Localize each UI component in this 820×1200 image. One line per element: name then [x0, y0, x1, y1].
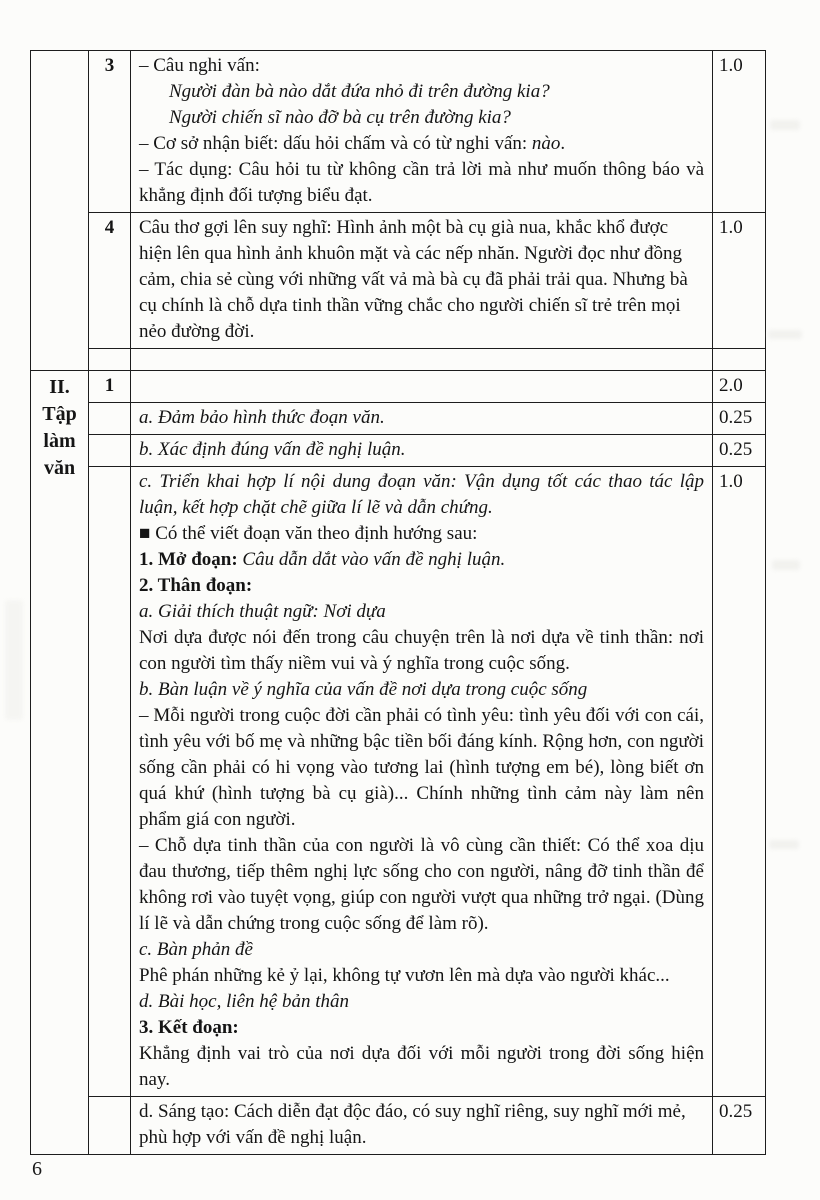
points-question-1: 2.0 [713, 371, 766, 403]
spacer-num-cell [89, 349, 131, 371]
num-cell-empty-d [89, 1097, 131, 1155]
points-question-4: 1.0 [713, 213, 766, 349]
q3-basis-period: . [560, 133, 566, 154]
row-part2-question-1 [31, 371, 766, 403]
q3-quote-2: Người chiến sĩ nào đỡ bà cụ trên đường kia? [169, 107, 511, 128]
q3-intro-line: – Câu nghi vấn: [139, 55, 260, 76]
points-criterion-c: 1.0 [713, 467, 766, 1097]
num-cell-empty-a [89, 403, 131, 435]
q3-quote-1: Người đàn bà nào dắt đứa nhỏ đi trên đường kia? [169, 81, 550, 102]
q3-basis-keyword: nào [531, 133, 561, 154]
outline-body-label: 2. Thân đoạn: [139, 575, 253, 596]
spacer-body-cell [131, 349, 713, 371]
num-cell-empty-c [89, 467, 131, 1097]
q3-basis-text: – Cơ sở nhận biết: dấu hỏi chấm và có từ nghi vấn: [139, 133, 532, 154]
scan-bleed-artifact [769, 840, 799, 849]
criterion-c-content [131, 467, 713, 1097]
row-criterion-d [31, 1097, 766, 1155]
row-criterion-c [31, 467, 766, 1097]
scan-bleed-artifact [770, 120, 800, 130]
section-roman-numeral: II. [49, 376, 70, 398]
question-number-1: 1 [89, 371, 131, 403]
q3-effect-line: – Tác dụng: Câu hỏi tu từ không cần trả lời mà như muốn thông báo và khẳng định đối tượng biểu đạt. [139, 159, 704, 206]
row-question-4 [31, 213, 766, 349]
points-criterion-b: 0.25 [713, 435, 766, 467]
spacer-points-cell [713, 349, 766, 371]
rubric-table [30, 50, 766, 1155]
answer-question-4: Câu thơ gợi lên suy nghĩ: Hình ảnh một bà cụ già nua, khắc khổ được hiện lên qua hình ảnh khuôn mặt và các nếp nhăn. Người đọc như đồng cảm, chia sẻ cùng với những vất vả mà bà cụ đã phải trải qua. Nhưng bà cụ chính là chỗ dựa tinh thần vững chắc cho người chiến sĩ trẻ trên mọi nẻo đường đời. [131, 213, 713, 349]
outline-a-heading: a. Giải thích thuật ngữ: Nơi dựa [139, 601, 386, 622]
question-number-4: 4 [89, 213, 131, 349]
outline-b-point-1: – Mỗi người trong cuộc đời cần phải có tình yêu: tình yêu đối với con cái, tình yêu với bố mẹ và những bậc tiền bối đáng kính. Rộng hơn, con người sống cần phải có hi vọng vào tương lai (hình tượng em bé), lòng biết ơn quá khứ (hình tượng bà cụ già)... Chính những tình cảm này làm nên phẩm giá con người. [139, 705, 704, 830]
question-number-3: 3 [89, 51, 131, 213]
criterion-c-heading: c. Triển khai hợp lí nội dung đoạn văn: Vận dụng tốt các thao tác lập luận, kết hợp chặt chẽ giữa lí lẽ và dẫn chứng. [139, 471, 704, 518]
answer-question-1-empty [131, 371, 713, 403]
section-cell-empty [31, 51, 89, 371]
outline-closing-text: Khẳng định vai trò của nơi dựa đối với mỗi người trong đời sống hiện nay. [139, 1043, 704, 1090]
outline-opening [139, 547, 704, 573]
outline-opening-text: Câu dẫn dắt vào vấn đề nghị luận. [242, 549, 506, 570]
criterion-d-text: d. Sáng tạo: Cách diễn đạt độc đáo, có suy nghĩ riêng, suy nghĩ mới mẻ, phù hợp với vấn đề nghị luận. [131, 1097, 713, 1155]
answer-question-3 [131, 51, 713, 213]
outline-d-heading: d. Bài học, liên hệ bản thân [139, 991, 350, 1012]
points-question-3: 1.0 [713, 51, 766, 213]
outline-b-point-2: – Chỗ dựa tinh thần của con người là vô cùng cần thiết: Có thể xoa dịu đau thương, tiếp thêm nghị lực sống cho con người, nâng đỡ tinh thần để không rơi vào tuyệt vọng, giúp con người vượt qua những trở ngại. (Dùng lí lẽ và dẫn chứng trong cuộc sống để làm rõ). [139, 835, 704, 934]
outline-intro-bullet: ■ Có thể viết đoạn văn theo định hướng sau: [139, 523, 478, 544]
num-cell-empty-b [89, 435, 131, 467]
page-number: 6 [32, 1158, 42, 1180]
section-cell-part2 [31, 371, 89, 1155]
criterion-a-text: a. Đảm bảo hình thức đoạn văn. [131, 403, 713, 435]
outline-c-text: Phê phán những kẻ ỷ lại, không tự vươn lên mà dựa vào người khác... [139, 965, 670, 986]
row-question-3 [31, 51, 766, 213]
scan-bleed-artifact [768, 330, 802, 339]
row-criterion-b [31, 435, 766, 467]
outline-b-heading: b. Bàn luận về ý nghĩa của vấn đề nơi dựa trong cuộc sống [139, 679, 588, 700]
row-criterion-a [31, 403, 766, 435]
points-criterion-d: 0.25 [713, 1097, 766, 1155]
scan-bleed-artifact [5, 600, 23, 720]
outline-opening-label: 1. Mở đoạn: [139, 549, 243, 570]
row-spacer [31, 349, 766, 371]
outline-c-heading: c. Bàn phản đề [139, 939, 253, 960]
points-criterion-a: 0.25 [713, 403, 766, 435]
criterion-b-text: b. Xác định đúng vấn đề nghị luận. [131, 435, 713, 467]
outline-closing-label: 3. Kết đoạn: [139, 1017, 239, 1038]
section-label: Tập làm văn [42, 403, 77, 479]
outline-a-text: Nơi dựa được nói đến trong câu chuyện trên là nơi dựa về tinh thần: nơi con người tìm thấy niềm vui và ý nghĩa trong cuộc sống. [139, 627, 704, 674]
q3-basis-line [139, 131, 704, 157]
scan-bleed-artifact [772, 560, 800, 570]
